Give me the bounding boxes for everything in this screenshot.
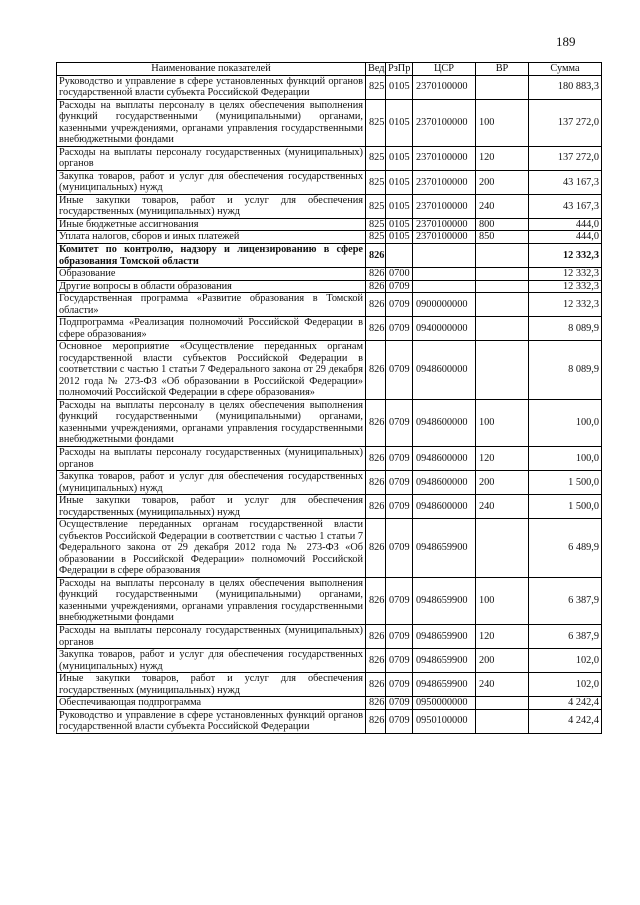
row-csr-cell: 2370100000 xyxy=(413,146,476,170)
row-name-cell: Расходы на выплаты персоналу в целях обеспечения выполнения функций государственными (муниципальными) органами, казенными учреждениями, органами управления государственными внебюджетными фондами xyxy=(57,399,366,446)
row-csr-cell: 2370100000 xyxy=(413,231,476,244)
row-csr-cell: 0948600000 xyxy=(413,495,476,519)
row-csr-cell xyxy=(413,280,476,293)
budget-table xyxy=(56,62,602,734)
row-csr-cell: 2370100000 xyxy=(413,99,476,146)
row-sum-cell: 180 883,3 xyxy=(529,75,602,99)
table-row xyxy=(57,399,602,446)
row-vr-cell: 800 xyxy=(476,218,529,231)
row-rzpr-cell: 0709 xyxy=(386,624,413,648)
row-csr-cell: 2370100000 xyxy=(413,75,476,99)
row-csr-cell: 2370100000 xyxy=(413,170,476,194)
row-vr-cell: 120 xyxy=(476,146,529,170)
header-rzpr: РзПр xyxy=(386,63,413,76)
row-sum-cell: 43 167,3 xyxy=(529,194,602,218)
table-header-row xyxy=(57,63,602,76)
row-vr-cell: 240 xyxy=(476,495,529,519)
row-sum-cell: 1 500,0 xyxy=(529,471,602,495)
row-ved-cell: 826 xyxy=(366,243,386,267)
row-rzpr-cell: 0105 xyxy=(386,146,413,170)
row-rzpr-cell: 0709 xyxy=(386,673,413,697)
row-name-cell: Образование xyxy=(57,268,366,281)
row-csr-cell: 0948659900 xyxy=(413,519,476,578)
row-sum-cell: 444,0 xyxy=(529,218,602,231)
table-row xyxy=(57,194,602,218)
row-ved-cell: 826 xyxy=(366,447,386,471)
row-csr-cell: 0900000000 xyxy=(413,293,476,317)
row-rzpr-cell: 0709 xyxy=(386,341,413,400)
table-row xyxy=(57,231,602,244)
row-name-cell: Расходы на выплаты персоналу государственных (муниципальных) органов xyxy=(57,146,366,170)
row-sum-cell: 100,0 xyxy=(529,447,602,471)
table-row xyxy=(57,341,602,400)
row-rzpr-cell: 0700 xyxy=(386,268,413,281)
row-ved-cell: 826 xyxy=(366,268,386,281)
row-sum-cell: 8 089,9 xyxy=(529,341,602,400)
row-vr-cell xyxy=(476,519,529,578)
row-vr-cell: 240 xyxy=(476,673,529,697)
row-name-cell: Закупка товаров, работ и услуг для обеспечения государственных (муниципальных) нужд xyxy=(57,170,366,194)
table-row xyxy=(57,99,602,146)
row-name-cell: Закупка товаров, работ и услуг для обеспечения государственных (муниципальных) нужд xyxy=(57,649,366,673)
row-rzpr-cell: 0709 xyxy=(386,399,413,446)
row-vr-cell: 100 xyxy=(476,577,529,624)
row-ved-cell: 826 xyxy=(366,293,386,317)
row-sum-cell: 8 089,9 xyxy=(529,317,602,341)
row-sum-cell: 4 242,4 xyxy=(529,697,602,710)
row-ved-cell: 826 xyxy=(366,280,386,293)
row-rzpr-cell: 0709 xyxy=(386,317,413,341)
row-name-cell: Комитет по контролю, надзору и лицензированию в сфере образования Томской области xyxy=(57,243,366,267)
table-row xyxy=(57,519,602,578)
row-csr-cell: 0948659900 xyxy=(413,649,476,673)
table-row xyxy=(57,75,602,99)
row-name-cell: Иные закупки товаров, работ и услуг для обеспечения государственных (муниципальных) нужд xyxy=(57,673,366,697)
row-vr-cell: 200 xyxy=(476,649,529,673)
row-ved-cell: 825 xyxy=(366,75,386,99)
row-sum-cell: 6 387,9 xyxy=(529,624,602,648)
row-name-cell: Государственная программа «Развитие образования в Томской области» xyxy=(57,293,366,317)
header-csr: ЦСР xyxy=(413,63,476,76)
header-ved: Вед xyxy=(366,63,386,76)
row-name-cell: Иные закупки товаров, работ и услуг для обеспечения государственных (муниципальных) нужд xyxy=(57,495,366,519)
row-vr-cell: 120 xyxy=(476,447,529,471)
row-vr-cell: 100 xyxy=(476,399,529,446)
row-vr-cell xyxy=(476,709,529,733)
table-row xyxy=(57,146,602,170)
row-name-cell: Руководство и управление в сфере установленных функций органов государственной власти субъекта Российской Федерации xyxy=(57,75,366,99)
row-sum-cell: 12 332,3 xyxy=(529,293,602,317)
row-vr-cell: 200 xyxy=(476,170,529,194)
page-number: 189 xyxy=(556,34,576,49)
row-rzpr-cell: 0709 xyxy=(386,447,413,471)
row-ved-cell: 826 xyxy=(366,317,386,341)
row-name-cell: Расходы на выплаты персоналу государственных (муниципальных) органов xyxy=(57,447,366,471)
row-name-cell: Другие вопросы в области образования xyxy=(57,280,366,293)
row-ved-cell: 826 xyxy=(366,624,386,648)
row-name-cell: Подпрограмма «Реализация полномочий Российской Федерации в сфере образования» xyxy=(57,317,366,341)
row-ved-cell: 826 xyxy=(366,697,386,710)
row-rzpr-cell xyxy=(386,243,413,267)
table-row xyxy=(57,293,602,317)
row-ved-cell: 826 xyxy=(366,577,386,624)
row-ved-cell: 826 xyxy=(366,399,386,446)
row-sum-cell: 6 489,9 xyxy=(529,519,602,578)
row-ved-cell: 826 xyxy=(366,495,386,519)
row-vr-cell xyxy=(476,341,529,400)
row-ved-cell: 826 xyxy=(366,341,386,400)
row-sum-cell: 12 332,3 xyxy=(529,243,602,267)
row-sum-cell: 102,0 xyxy=(529,649,602,673)
row-rzpr-cell: 0709 xyxy=(386,649,413,673)
row-name-cell: Обеспечивающая подпрограмма xyxy=(57,697,366,710)
row-rzpr-cell: 0105 xyxy=(386,75,413,99)
header-name: Наименование показателей xyxy=(57,63,366,76)
table-row xyxy=(57,218,602,231)
row-rzpr-cell: 0709 xyxy=(386,293,413,317)
row-rzpr-cell: 0105 xyxy=(386,99,413,146)
row-rzpr-cell: 0709 xyxy=(386,280,413,293)
row-name-cell: Осуществление переданных органам государственной власти субъектов Российской Федерации в соответствии с частью 1 статьи 7 Федерального закона от 29 декабря 2012 года № 273-ФЗ «Об образовании в Российской Федерации» полномочий Российской Федерации в сфере образования xyxy=(57,519,366,578)
row-sum-cell: 102,0 xyxy=(529,673,602,697)
table-body xyxy=(57,75,602,733)
row-name-cell: Иные закупки товаров, работ и услуг для обеспечения государственных (муниципальных) нужд xyxy=(57,194,366,218)
header-sum: Сумма xyxy=(529,63,602,76)
row-rzpr-cell: 0709 xyxy=(386,471,413,495)
row-sum-cell: 12 332,3 xyxy=(529,280,602,293)
row-ved-cell: 826 xyxy=(366,649,386,673)
row-sum-cell: 43 167,3 xyxy=(529,170,602,194)
row-csr-cell: 2370100000 xyxy=(413,194,476,218)
row-csr-cell: 0948659900 xyxy=(413,673,476,697)
row-name-cell: Расходы на выплаты персоналу в целях обеспечения выполнения функций государственными (муниципальными) органами, казенными учреждениями, органами управления государственными внебюджетными фондами xyxy=(57,577,366,624)
row-vr-cell xyxy=(476,243,529,267)
row-ved-cell: 826 xyxy=(366,519,386,578)
table-row xyxy=(57,649,602,673)
row-csr-cell: 0948659900 xyxy=(413,624,476,648)
row-sum-cell: 137 272,0 xyxy=(529,99,602,146)
row-rzpr-cell: 0709 xyxy=(386,697,413,710)
row-name-cell: Уплата налогов, сборов и иных платежей xyxy=(57,231,366,244)
row-sum-cell: 1 500,0 xyxy=(529,495,602,519)
row-vr-cell xyxy=(476,293,529,317)
row-vr-cell xyxy=(476,697,529,710)
row-sum-cell: 137 272,0 xyxy=(529,146,602,170)
row-ved-cell: 826 xyxy=(366,673,386,697)
row-rzpr-cell: 0105 xyxy=(386,218,413,231)
row-name-cell: Руководство и управление в сфере установленных функций органов государственной власти субъекта Российской Федерации xyxy=(57,709,366,733)
table-row xyxy=(57,577,602,624)
table-row xyxy=(57,170,602,194)
row-name-cell: Закупка товаров, работ и услуг для обеспечения государственных (муниципальных) нужд xyxy=(57,471,366,495)
row-ved-cell: 826 xyxy=(366,471,386,495)
table-row xyxy=(57,280,602,293)
row-csr-cell: 2370100000 xyxy=(413,218,476,231)
row-rzpr-cell: 0105 xyxy=(386,170,413,194)
row-ved-cell: 825 xyxy=(366,231,386,244)
row-sum-cell: 4 242,4 xyxy=(529,709,602,733)
row-csr-cell: 0950100000 xyxy=(413,709,476,733)
table-row xyxy=(57,495,602,519)
row-name-cell: Иные бюджетные ассигнования xyxy=(57,218,366,231)
row-csr-cell: 0948600000 xyxy=(413,471,476,495)
row-ved-cell: 825 xyxy=(366,218,386,231)
row-vr-cell: 850 xyxy=(476,231,529,244)
row-sum-cell: 100,0 xyxy=(529,399,602,446)
table-row xyxy=(57,673,602,697)
row-csr-cell: 0950000000 xyxy=(413,697,476,710)
row-csr-cell: 0948659900 xyxy=(413,577,476,624)
row-vr-cell xyxy=(476,268,529,281)
row-vr-cell: 100 xyxy=(476,99,529,146)
row-rzpr-cell: 0105 xyxy=(386,231,413,244)
row-vr-cell: 200 xyxy=(476,471,529,495)
row-vr-cell: 240 xyxy=(476,194,529,218)
row-rzpr-cell: 0709 xyxy=(386,519,413,578)
table-row xyxy=(57,243,602,267)
row-csr-cell: 0940000000 xyxy=(413,317,476,341)
table-row xyxy=(57,268,602,281)
row-rzpr-cell: 0709 xyxy=(386,577,413,624)
row-rzpr-cell: 0105 xyxy=(386,194,413,218)
table-row xyxy=(57,471,602,495)
row-vr-cell xyxy=(476,75,529,99)
row-ved-cell: 825 xyxy=(366,99,386,146)
table-row xyxy=(57,447,602,471)
row-name-cell: Основное мероприятие «Осуществление переданных органам государственной власти субъектов Российской Федерации в соответствии с частью 1 статьи 7 Федерального закона от 29 декабря 2012 года № 273-ФЗ «Об образовании в Российской Федерации» полномочий Российской Федерации в сфере образования» xyxy=(57,341,366,400)
row-vr-cell xyxy=(476,280,529,293)
row-name-cell: Расходы на выплаты персоналу государственных (муниципальных) органов xyxy=(57,624,366,648)
row-vr-cell: 120 xyxy=(476,624,529,648)
row-csr-cell: 0948600000 xyxy=(413,341,476,400)
table-row xyxy=(57,317,602,341)
header-vr: ВР xyxy=(476,63,529,76)
table-row xyxy=(57,624,602,648)
row-ved-cell: 825 xyxy=(366,194,386,218)
row-csr-cell xyxy=(413,268,476,281)
row-rzpr-cell: 0709 xyxy=(386,709,413,733)
row-rzpr-cell: 0709 xyxy=(386,495,413,519)
table-row xyxy=(57,709,602,733)
row-name-cell: Расходы на выплаты персоналу в целях обеспечения выполнения функций государственными (муниципальными) органами, казенными учреждениями, органами управления государственными внебюджетными фондами xyxy=(57,99,366,146)
row-ved-cell: 826 xyxy=(366,709,386,733)
row-csr-cell: 0948600000 xyxy=(413,399,476,446)
row-csr-cell: 0948600000 xyxy=(413,447,476,471)
row-ved-cell: 825 xyxy=(366,146,386,170)
row-sum-cell: 6 387,9 xyxy=(529,577,602,624)
row-sum-cell: 444,0 xyxy=(529,231,602,244)
table-row xyxy=(57,697,602,710)
row-csr-cell xyxy=(413,243,476,267)
row-sum-cell: 12 332,3 xyxy=(529,268,602,281)
row-ved-cell: 825 xyxy=(366,170,386,194)
row-vr-cell xyxy=(476,317,529,341)
